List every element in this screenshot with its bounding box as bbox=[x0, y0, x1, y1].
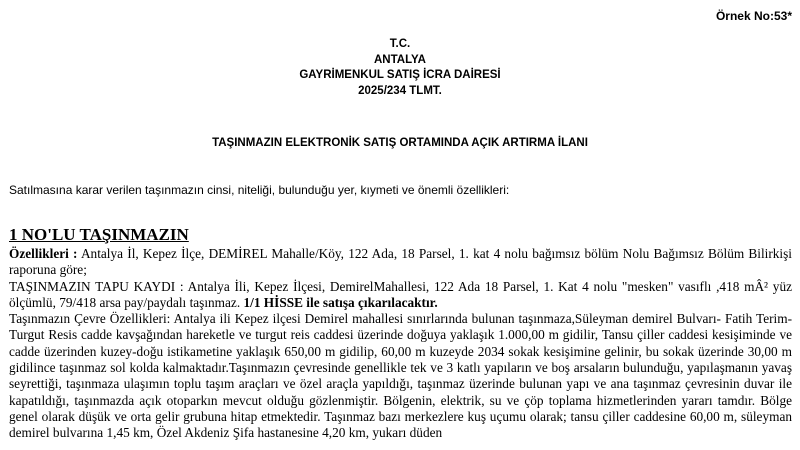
environment-paragraph: Taşınmazın Çevre Özellikleri: Antalya ili Kepez ilçesi Demirel mahallesi sınırlarında bulunan taşınmaza,Süleyman demirel Bulvarı- Fatih Terim- Turgut Resis cadde kavşağından hareketle ve turgut reis caddesi üzerinde doğuya yaklaşık 1.000,00 m gidilir, Tansu çiller caddesi kesişiminde ve cadde üzerinden kuzey-doğu istikametine yaklaşık 650,00 m gidilip, 60,00 m kuzeyde 2034 sokak kesişimine gelinir, bu sokak üzerinde 30,00 m gidilince taşınmaz sol kolda kalmaktadır.Taşınmazın çevresinde genellikle tek ve 3 katlı yapıların ve boş arsaların bulunduğu, yapılaşmanın yavaş seyrettiği, taşınmaza ulaşımın toplu taşım araçları ve özel araçla yapıldığı, taşınmaz üzerinde bulunan yapı ve ana taşınmaz çevresinin duvar ile kapatıldığı, taşınmazda açık otoparkın mevcut olduğu gözlenmiştir. Bölgenin, elektrik, su ve çöp toplama hizmetlerinden yararı tamdır. Bölge genel olarak düşük ve orta gelir grubuna hitap etmektedir. Taşınmaz bazı merkezlere kuş uçumu olarak; tansu çiller caddesine 60,00 m, süleyman demirel bulvarına 1,45 km, Özel Akdeniz Şifa hastanesine 4,20 km, yukarı düden bbox=[9, 311, 792, 441]
form-number: Örnek No:53* bbox=[715, 9, 792, 23]
header-file-number: 2025/234 TLMT. bbox=[358, 84, 442, 97]
header-office: GAYRİMENKUL SATIŞ İCRA DAİRESİ bbox=[299, 69, 501, 81]
title-deed-paragraph bbox=[9, 279, 792, 312]
share-note: 1/1 HİSSE ile satışa çıkarılacaktır. bbox=[243, 294, 438, 310]
property-details bbox=[9, 246, 792, 442]
title-deed-text: TAŞINMAZIN TAPU KAYDI : Antalya İli, Kepez İlçesi, DemirelMahallesi, 122 Ada 18 Parsel, 1. Kat 4 nolu "mesken" vasıflı ,418 mÂ² yüz ölçümlü, 79/418 arsa pay/paydalı taşınmaz. bbox=[9, 278, 792, 310]
header-city: ANTALYA bbox=[374, 53, 426, 66]
intro-text: Satılmasına karar verilen taşınmazın cinsi, niteliği, bulunduğu yer, kıymeti ve önemli özellikleri: bbox=[9, 183, 510, 197]
header-republic: T.C. bbox=[389, 38, 411, 50]
section-title: 1 NO'LU TAŞINMAZIN bbox=[9, 225, 189, 244]
notice-title: TAŞINMAZIN ELEKTRONİK SATIŞ ORTAMINDA AÇIK ARTIRMA İLANI bbox=[212, 137, 588, 149]
features-label: Özellikleri : bbox=[9, 246, 78, 261]
features-text: Antalya İl, Kepez İlçe, DEMİREL Mahalle/Köy, 122 Ada, 18 Parsel, 1. kat 4 nolu bağımsız bölüm Nolu Bağımsız Bölüm Bilirkişi raporuna göre; bbox=[9, 246, 792, 278]
features-paragraph bbox=[9, 246, 792, 279]
document-header bbox=[0, 37, 800, 99]
